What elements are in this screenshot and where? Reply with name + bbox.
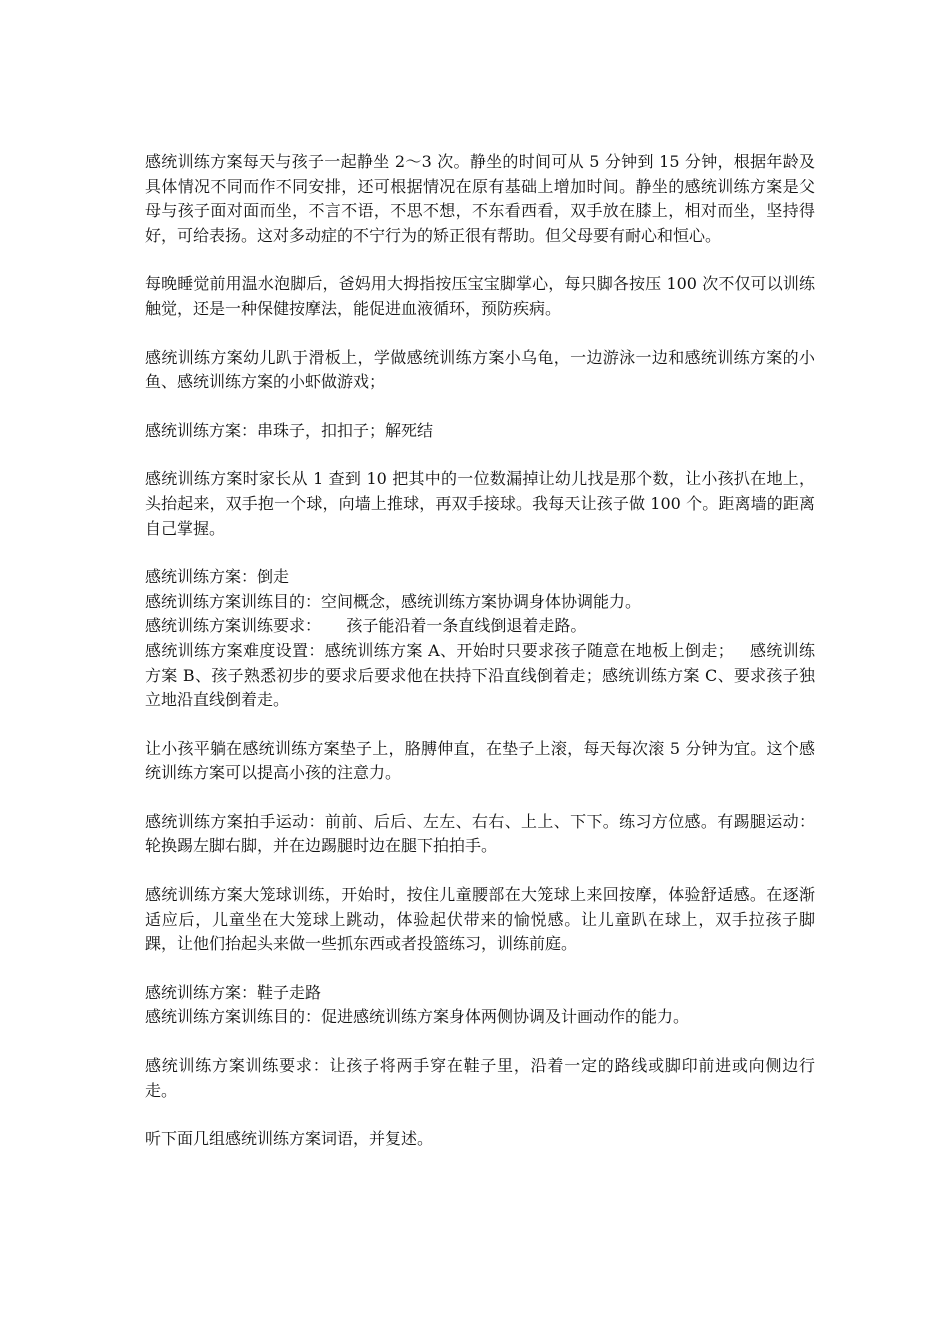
walk-difficulty: 感统训练方案难度设置：感统训练方案 A、开始时只要求孩子随意在地板上倒走； 感统训练方案 B、孩子熟悉初步的要求后要求他在扶持下沿直线倒着走；感统训练方案 C、要求孩子独立地沿直线倒着走。	[145, 640, 815, 710]
paragraph-big-ball: 感统训练方案大笼球训练，开始时，按住儿童腰部在大笼球上来回按摩，体验舒适感。在逐渐适应后，儿童坐在大笼球上跳动，体验起伏带来的愉悦感。让儿童趴在球上，双手拉孩子脚踝，让他们抬起头来做一些抓东西或者投篮练习，训练前庭。	[145, 885, 815, 954]
paragraph-clapping: 感统训练方案拍手运动：前前、后后、左左、右右、上上、下下。练习方位感。有踢腿运动：轮换踢左脚右脚，并在边踢腿时边在腿下拍拍手。	[145, 811, 815, 856]
shoe-title: 感统训练方案：鞋子走路	[145, 982, 322, 1002]
paragraph-counting-ball: 感统训练方案时家长从 1 查到 10 把其中的一位数漏掉让幼儿找是那个数，让小孩扒在地上，头抬起来，双手抱一个球，向墙上推球，再双手接球。我每天让孩子做 100 个。距离墙的距离自己掌握。	[145, 469, 815, 538]
paragraph-meditation: 感统训练方案每天与孩子一起静坐 2～3 次。静坐的时间可从 5 分钟到 15 分钟，根据年龄及具体情况不同而作不同安排，还可根据情况在原有基础上增加时间。静坐的感统训练方案是父母与孩子面对面而坐，不言不语，不思不想，不东看西看，双手放在膝上，相对而坐，坚持得好，可给表扬。这对多动症的不宁行为的矫正很有帮助。但父母要有耐心和恒心。	[145, 152, 815, 245]
walk-backward-block	[145, 565, 815, 713]
paragraph-word-repeat: 听下面几组感统训练方案词语，并复述。	[145, 1129, 434, 1149]
paragraph-foot-massage: 每晚睡觉前用温水泡脚后，爸妈用大拇指按压宝宝脚掌心，每只脚各按压 100 次不仅可以训练触觉，还是一种保健按摩法，能促进血液循环，预防疾病。	[145, 274, 815, 318]
paragraph-beads-buttons: 感统训练方案：串珠子，扣扣子；解死结	[145, 420, 434, 440]
document-body	[145, 150, 815, 1176]
walk-title: 感统训练方案：倒走	[145, 567, 290, 587]
walk-purpose: 感统训练方案训练目的：空间概念，感统训练方案协调身体协调能力。	[145, 591, 642, 611]
walk-requirement: 感统训练方案训练要求： 孩子能沿着一条直线倒退着走路。	[145, 616, 587, 636]
paragraph-scooter-board: 感统训练方案幼儿趴于滑板上，学做感统训练方案小乌龟，一边游泳一边和感统训练方案的小鱼、感统训练方案的小虾做游戏；	[145, 347, 815, 392]
shoe-walk-block	[145, 981, 815, 1030]
paragraph-mat-roll: 让小孩平躺在感统训练方案垫子上，胳膊伸直，在垫子上滚，每天每次滚 5 分钟为宜。这个感统训练方案可以提高小孩的注意力。	[145, 738, 815, 783]
paragraph-shoe-requirement: 感统训练方案训练要求：让孩子将两手穿在鞋子里，沿着一定的路线或脚印前进或向侧边行走。	[145, 1056, 815, 1100]
shoe-purpose: 感统训练方案训练目的：促进感统训练方案身体两侧协调及计画动作的能力。	[145, 1007, 690, 1027]
